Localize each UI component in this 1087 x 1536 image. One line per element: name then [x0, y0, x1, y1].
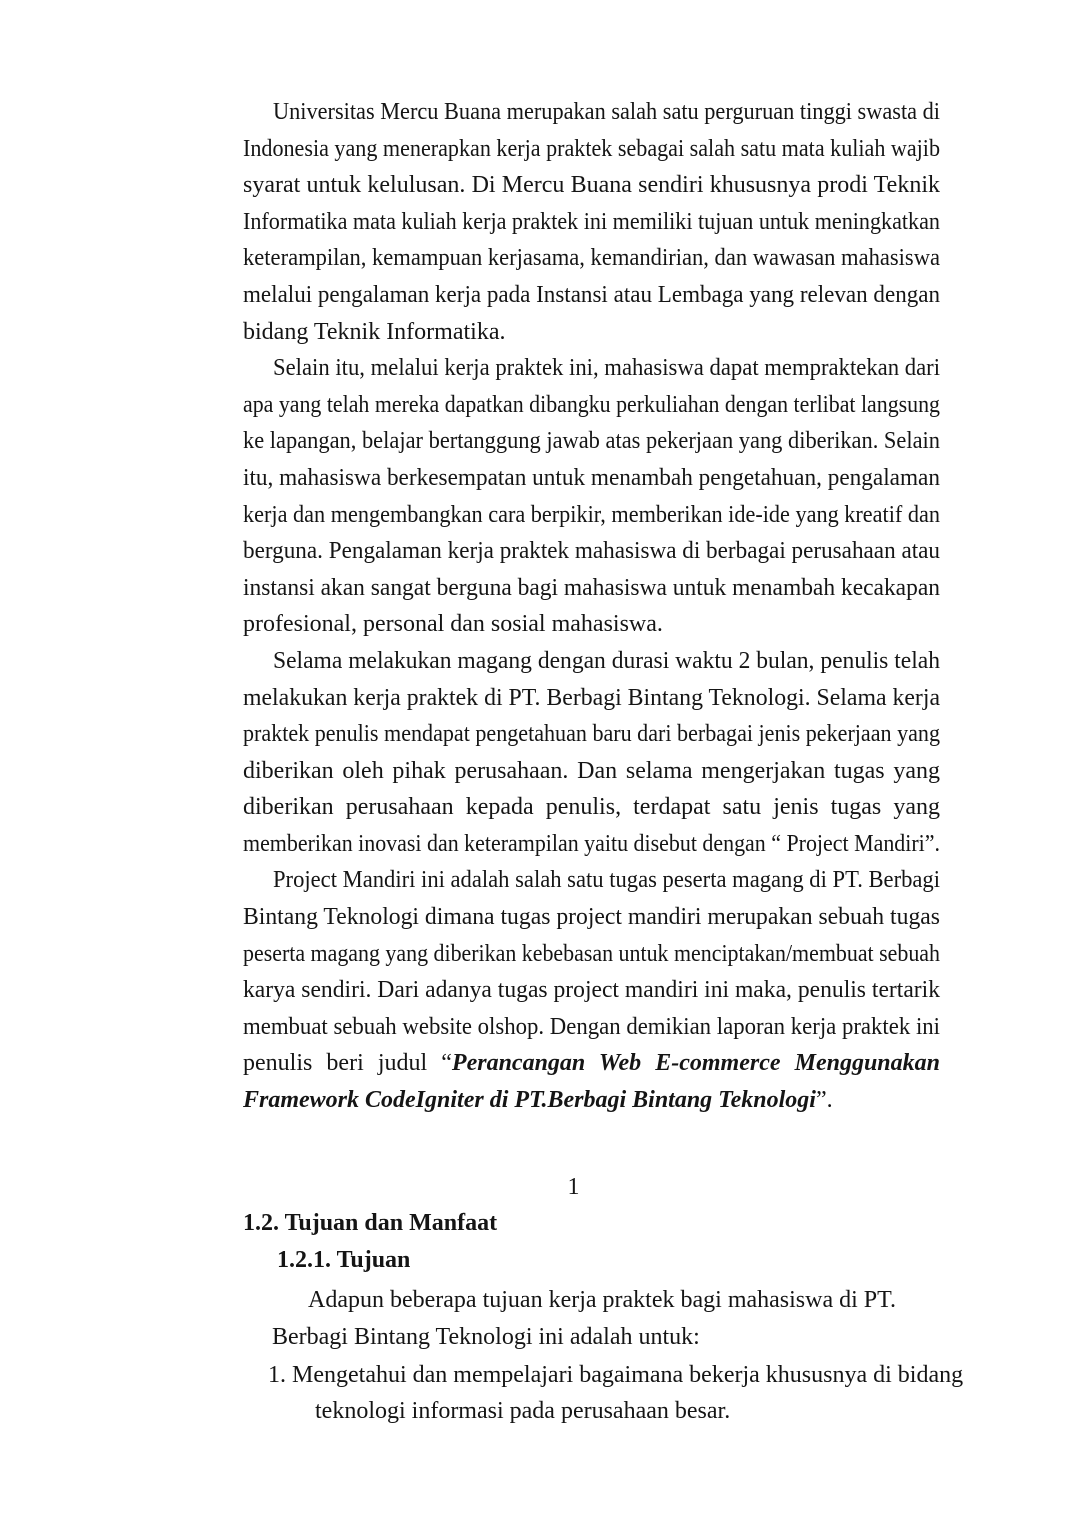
text-segment: ”. — [815, 1087, 833, 1114]
text-segment: diberikan oleh pihak perusahaan. Dan selama mengerjakan tugas yang — [243, 757, 940, 784]
paragraph-2-line-8 — [243, 606, 940, 643]
text-segment: praktek penulis mendapat pengetahuan baru dari berbagai jenis pekerjaan yang — [243, 721, 940, 748]
line-text — [243, 167, 940, 204]
line-text — [243, 204, 940, 241]
line-text — [243, 240, 940, 277]
text-segment: melakukan kerja praktek di PT. Berbagi Bintang Teknologi. Selama kerja — [243, 684, 940, 711]
paragraph-3-line-1 — [243, 643, 940, 680]
paragraph-2-line-6 — [243, 533, 940, 570]
line-text — [273, 94, 940, 131]
paragraph-4-line-4 — [243, 972, 940, 1009]
text-segment: Bintang Teknologi dimana tugas project mandiri merupakan sebuah tugas — [243, 904, 940, 931]
line-text — [243, 753, 940, 790]
text-segment: syarat untuk kelulusan. Di Mercu Buana sendiri khususnya prodi Teknik — [243, 172, 940, 199]
line-text — [243, 1082, 833, 1119]
page-number: 1 — [567, 1173, 580, 1200]
text-segment: membuat sebuah website olshop. Dengan demikian laporan kerja praktek ini — [243, 1013, 940, 1040]
report-title-emphasis: Framework CodeIgniter di PT.Berbagi Bintang Teknologi — [243, 1087, 816, 1114]
text-segment: Project Mandiri ini adalah salah satu tugas peserta magang di PT. Berbagi — [273, 867, 940, 894]
line-text — [243, 1045, 940, 1082]
text-segment: kerja dan mengembangkan cara berpikir, memberikan ide-ide yang kreatif dan — [243, 501, 940, 528]
line-text — [243, 936, 940, 973]
paragraph-3-line-3 — [243, 716, 940, 753]
text-segment: memberikan inovasi dan keterampilan yaitu disebut dengan “ Project Mandiri”. — [243, 830, 940, 857]
paragraph-2-line-1 — [243, 350, 940, 387]
section-heading: 1.2. Tujuan dan Manfaat — [243, 1210, 498, 1237]
paragraph-2-line-3 — [243, 423, 940, 460]
text-segment: Universitas Mercu Buana merupakan salah satu perguruan tinggi swasta di — [273, 99, 940, 125]
paragraph-2-line-7 — [243, 570, 940, 607]
text-segment: itu, mahasiswa berkesempatan untuk menambah pengetahuan, pengalaman — [243, 464, 940, 491]
line-text — [243, 387, 940, 424]
section-subheading: 1.2.1. Tujuan — [277, 1246, 411, 1273]
text-segment: keterampilan, kemampuan kerjasama, kemandirian, dan wawasan mahasiswa — [243, 245, 940, 272]
paragraph-1-line-3 — [243, 167, 940, 204]
text-segment: Selama melakukan magang dengan durasi waktu 2 bulan, penulis telah — [273, 647, 940, 674]
section-intro-line-2: Berbagi Bintang Teknologi ini adalah untuk: — [272, 1324, 700, 1350]
text-segment: melalui pengalaman kerja pada Instansi atau Lembaga yang relevan dengan — [243, 281, 940, 308]
text-segment: apa yang telah mereka dapatkan dibangku perkuliahan dengan terlibat langsung — [243, 391, 940, 418]
line-text — [243, 972, 940, 1009]
line-text — [273, 862, 940, 899]
line-text — [243, 460, 940, 497]
line-text — [243, 1009, 940, 1046]
text-segment: peserta magang yang diberikan kebebasan untuk menciptakan/membuat sebuah — [243, 940, 940, 967]
line-text — [243, 423, 940, 460]
paragraph-1-line-4 — [243, 204, 940, 241]
paragraph-2-line-5 — [243, 497, 940, 534]
paragraph-1-line-5 — [243, 240, 940, 277]
section-intro-line-1: Adapun beberapa tujuan kerja praktek bagi mahasiswa di PT. — [308, 1287, 897, 1314]
paragraph-4-line-1 — [243, 862, 940, 899]
line-text — [243, 899, 940, 936]
paragraph-4-line-5 — [243, 1009, 940, 1046]
paragraph-1-line-7 — [243, 314, 940, 351]
text-segment: Indonesia yang menerapkan kerja praktek sebagai salah satu mata kuliah wajib — [243, 135, 940, 162]
line-text — [243, 497, 940, 534]
paragraph-1-line-2 — [243, 131, 940, 168]
text-segment: profesional, personal dan sosial mahasiswa. — [243, 611, 663, 638]
text-segment: diberikan perusahaan kepada penulis, terdapat satu jenis tugas yang — [243, 794, 940, 821]
paragraph-2-line-2 — [243, 387, 940, 424]
line-text — [243, 277, 940, 314]
list-item-1-line-1: 1. Mengetahui dan mempelajari bagaimana bekerja khususnya di bidang — [268, 1361, 964, 1388]
text-segment: Selain itu, melalui kerja praktek ini, mahasiswa dapat mempraktekan dari — [273, 355, 940, 382]
text-segment: berguna. Pengalaman kerja praktek mahasiswa di berbagai perusahaan atau — [243, 538, 940, 565]
paragraph-4-line-3 — [243, 936, 940, 973]
text-segment: ke lapangan, belajar bertanggung jawab atas pekerjaan yang diberikan. Selain — [243, 428, 940, 455]
line-text — [243, 533, 940, 570]
list-item-1-line-2: teknologi informasi pada perusahaan besar. — [315, 1398, 731, 1425]
line-text — [243, 789, 940, 826]
text-segment: karya sendiri. Dari adanya tugas project mandiri ini maka, penulis tertarik — [243, 977, 940, 1004]
paragraph-3-line-6 — [243, 826, 940, 863]
paragraph-4-line-6 — [243, 1045, 940, 1082]
text-segment: instansi akan sangat berguna bagi mahasiswa untuk menambah kecakapan — [243, 574, 940, 601]
line-text — [243, 716, 940, 753]
paragraph-3-line-4 — [243, 753, 940, 790]
text-segment: Informatika mata kuliah kerja praktek ini memiliki tujuan untuk meningkatkan — [243, 208, 940, 235]
paragraph-1-line-6 — [243, 277, 940, 314]
paragraph-1-line-1 — [243, 94, 940, 131]
text-column — [243, 94, 964, 1430]
paragraph-4-line-7 — [243, 1082, 940, 1119]
text-segment: penulis beri judul “ — [243, 1050, 452, 1077]
line-text — [243, 826, 940, 863]
line-text — [243, 570, 940, 607]
report-title-emphasis: Perancangan Web E-commerce Menggunakan — [451, 1050, 940, 1077]
text-segment: bidang Teknik Informatika. — [243, 318, 506, 345]
line-text — [243, 314, 505, 351]
line-text — [243, 131, 940, 168]
line-text — [273, 350, 940, 387]
paragraph-4-line-2 — [243, 899, 940, 936]
line-text — [273, 643, 940, 680]
paragraph-3-line-5 — [243, 789, 940, 826]
line-text — [243, 606, 663, 643]
line-text — [243, 680, 940, 717]
body-paragraphs — [243, 94, 940, 1119]
paragraph-3-line-2 — [243, 680, 940, 717]
paragraph-2-line-4 — [243, 460, 940, 497]
